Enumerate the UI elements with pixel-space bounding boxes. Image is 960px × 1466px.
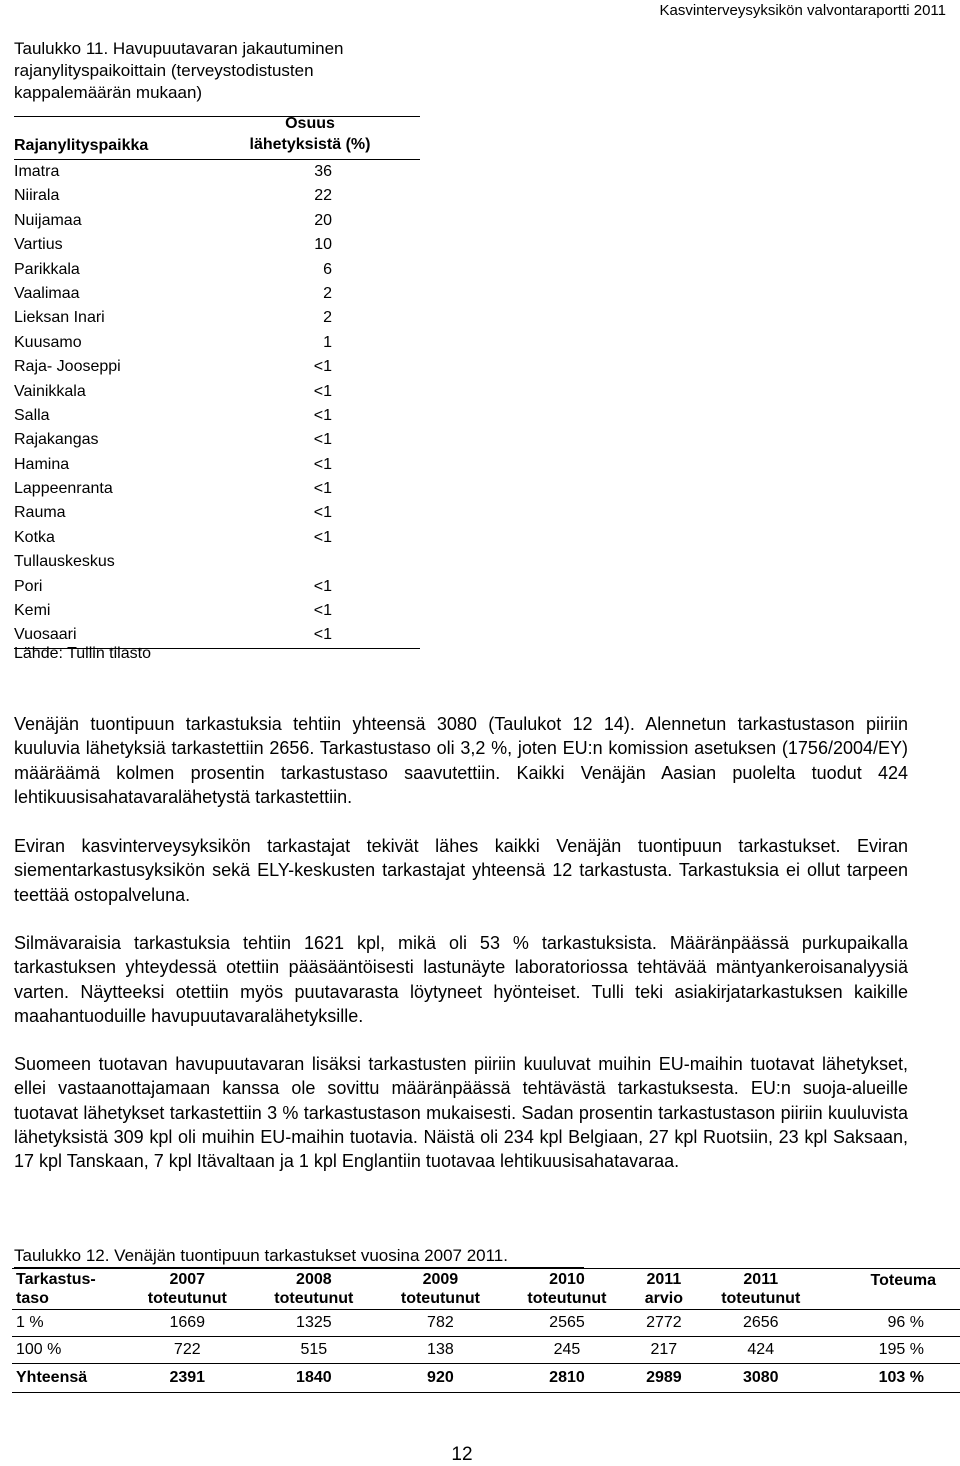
table12-cell: 920 (377, 1364, 504, 1393)
table12-header-cell (12, 1269, 124, 1310)
table12-cell: 245 (504, 1337, 631, 1364)
table-row (14, 331, 420, 355)
table11-col-share-header-line1: Osuus (285, 115, 335, 132)
table12-header-line2: toteutunut (147, 1290, 227, 1307)
table12-header-cell (251, 1269, 378, 1310)
table12-cell: Yhteensä (12, 1364, 124, 1393)
table12-header-cell (124, 1269, 251, 1310)
table12-header-cell (630, 1269, 697, 1310)
paragraph-4: Suomeen tuotavan havupuutavaran lisäksi tarkastusten piiriin kuuluvat muihin EU-maihin tuotavat lähetykset, ellei vastaanottajamaan kanssa ole sovittu määränpäässä tehtävästä tarkastuksesta. EU:n suoja-alueille tuotavat lähetykset tarkastettiin 3 % tarkastustason mukaisesti. Sadan prosentin tarkastustason piiriin kuuluvista lähetyksistä 309 kpl oli muihin EU-maihin tuotavia. Näistä oli 234 kpl Belgiaan, 27 kpl Ruotsiin, 23 kpl Saksaan, 17 kpl Tanskaan, 7 kpl Itävaltaan ja 1 kpl Englantiin tuotavaa lehtikuusisahatavaraa. (14, 1054, 908, 1172)
table11-place: Pori (14, 577, 43, 595)
table12-cell: 515 (251, 1337, 378, 1364)
table11-place: Kotka (14, 528, 55, 546)
table12-caption: Taulukko 12. Venäjän tuontipuun tarkastukset vuosina 2007 2011. (14, 1246, 584, 1268)
table11-col-share-header (240, 113, 380, 155)
table12-cell: 2391 (124, 1364, 251, 1393)
table11-share: 6 (323, 260, 332, 278)
table11-col-place-header: Rajanylityspaikka (14, 137, 149, 154)
table11-place: Lappeenranta (14, 480, 113, 498)
table11-share: <1 (313, 480, 332, 498)
table12-cell: 1840 (251, 1364, 378, 1393)
table12-header-line2: toteutunut (274, 1290, 354, 1307)
table11-share: <1 (313, 528, 332, 546)
table-row (14, 453, 420, 477)
table12-cell: 217 (630, 1337, 697, 1364)
paragraph-1: Venäjän tuontipuun tarkastuksia tehtiin yhteensä 3080 (Taulukot 12 14). Alennetun tarkastustason piiriin kuuluvia lähetyksiä tarkastettiin 2656. Tarkastustaso oli 3,2 %, joten EU:n komission asetuksen (1756/2004/EY) määräämä kolmen prosentin tarkastustaso saavutettiin. Kaikki Venäjän Aasian puolelta tuodut 424 lehtikuusisahatavaralähetystä tarkastettiin. (14, 714, 908, 807)
table-row (14, 477, 420, 501)
table11-place: Vainikkala (14, 382, 86, 400)
table11-place: Niirala (14, 187, 60, 205)
table-row (12, 1337, 960, 1364)
table-row (12, 1364, 960, 1393)
table12-cell: 782 (377, 1310, 504, 1337)
table12-cell: 195 % (824, 1337, 960, 1364)
table11-place: Nuijamaa (14, 211, 82, 229)
table12-cell: 96 % (824, 1310, 960, 1337)
table12-cell: 1669 (124, 1310, 251, 1337)
table-row (14, 380, 420, 404)
table12-cell: 1325 (251, 1310, 378, 1337)
table12-header-line1: 2007 (169, 1271, 206, 1288)
table11-header (14, 117, 420, 160)
table11-share: <1 (313, 431, 332, 449)
table11-place: Kuusamo (14, 333, 82, 351)
table11-place: Vaalimaa (14, 284, 80, 302)
table11-share: 10 (314, 236, 332, 254)
table12-cell: 3080 (697, 1364, 824, 1393)
table11-place: Imatra (14, 163, 60, 180)
page-number: 12 (451, 1444, 473, 1465)
table-row (14, 501, 420, 525)
table11-col-share-header-line2: lähetyksistä (%) (249, 136, 371, 153)
table-row (14, 526, 420, 550)
table-row (14, 355, 420, 379)
table-row (14, 306, 420, 330)
table12-header-line1: Tarkastus- (16, 1271, 96, 1288)
table11-share: <1 (313, 406, 332, 424)
table12-cell: 103 % (824, 1364, 960, 1393)
table12-header-line1: 2011 (646, 1271, 682, 1288)
table-row (14, 599, 420, 623)
table11-share: 2 (323, 309, 332, 327)
table-row (14, 233, 420, 257)
table12-header-cell (377, 1269, 504, 1310)
table11 (14, 116, 420, 649)
table12-header-line1: 2011 (743, 1271, 779, 1288)
table11-place: Salla (14, 406, 50, 424)
table12-header-line2: toteutunut (721, 1290, 801, 1307)
table-row (12, 1310, 960, 1337)
table-row (14, 428, 420, 452)
table11-share: 1 (323, 333, 332, 351)
table12-header-cell (697, 1269, 824, 1310)
table12-cell: 424 (697, 1337, 824, 1364)
table11-share: 36 (314, 163, 332, 180)
table-row (14, 575, 420, 599)
table12-cell: 2772 (630, 1310, 697, 1337)
table12-header-line1: Toteuma (870, 1272, 936, 1289)
table11-share: 22 (314, 187, 332, 205)
table12-cell: 138 (377, 1337, 504, 1364)
table12-header-line1: 2010 (549, 1271, 585, 1288)
table12-cell: 2656 (697, 1310, 824, 1337)
table12-header-cell (824, 1269, 960, 1310)
table11-place: Lieksan Inari (14, 309, 105, 327)
table11-caption: Taulukko 11. Havupuutavaran jakautuminen rajanylityspaikoittain (terveystodistusten kappalemäärän mukaan) (14, 39, 344, 102)
table12-cell: 2810 (504, 1364, 631, 1393)
table11-place: Kemi (14, 602, 51, 620)
table12-cell: 2989 (630, 1364, 697, 1393)
paragraph-2: Eviran kasvinterveysyksikön tarkastajat tekivät lähes kaikki Venäjän tuontipuun tarkastukset. Eviran siementarkastusyksikön sekä ELY-keskusten tarkastajat yhteensä 12 tarkastusta. Tarkastuksia ei ollut tarpeen teettää ostopalveluna. (14, 836, 908, 905)
paragraph-3: Silmävaraisia tarkastuksia tehtiin 1621 kpl, mikä oli 53 % tarkastuksista. Määränpäässä purkupaikalla tarkastuksen yhteydessä otettiin pääsääntöisesti lastunäyte laboratoriossa tehtävää mäntyankeroisanalyysiä varten. Näytteeksi otettiin myös puutavarasta löytyneet hyönteiset. Tulli teki asiakirjatarkastuksen kaikille maahantuoduille havupuutavaralähetyksille. (14, 933, 908, 1026)
table11-place: Parikkala (14, 260, 80, 278)
table11-source: Lähde: Tullin tilasto (14, 645, 151, 662)
table-row (14, 258, 420, 282)
table12 (12, 1268, 960, 1393)
table11-share: 2 (323, 284, 332, 302)
table11-share: <1 (313, 455, 332, 473)
table12-header-line2: toteutunut (400, 1290, 480, 1307)
table12-header-row (12, 1269, 960, 1310)
table11-place: Tullauskeskus (14, 553, 115, 571)
table11-share: <1 (313, 577, 332, 595)
table11-share: <1 (313, 504, 332, 522)
table-row (14, 404, 420, 428)
table11-share: <1 (313, 382, 332, 400)
table12-cell: 722 (124, 1337, 251, 1364)
table11-share: 20 (314, 211, 332, 229)
table11-share: <1 (313, 358, 332, 376)
table-row (14, 184, 420, 208)
table11-place: Hamina (14, 455, 70, 473)
table12-cell: 100 % (12, 1337, 124, 1364)
table11-place: Vartius (14, 236, 63, 254)
table-row (14, 209, 420, 233)
table12-header-line2: toteutunut (527, 1290, 607, 1307)
table11-share: <1 (313, 602, 332, 620)
table12-cell: 1 % (12, 1310, 124, 1337)
report-header: Kasvinterveysyksikön valvontaraportti 2011 (659, 2, 946, 19)
table11-share: <1 (313, 626, 332, 644)
table12-cell: 2565 (504, 1310, 631, 1337)
table11-place: Rauma (14, 504, 66, 522)
table11-place: Vuosaari (14, 626, 77, 644)
table-row (14, 282, 420, 306)
table12-header-line2: arvio (644, 1290, 683, 1307)
table11-place: Rajakangas (14, 431, 99, 449)
table12-header-cell (504, 1269, 631, 1310)
table11-place: Raja- Jooseppi (14, 358, 121, 376)
table11-body (14, 160, 420, 648)
table12-header-line1: 2009 (422, 1271, 459, 1288)
table12-header-line1: 2008 (296, 1271, 332, 1288)
table-row (14, 160, 420, 184)
table12-header-line2: taso (16, 1290, 49, 1307)
table-row (14, 550, 420, 574)
